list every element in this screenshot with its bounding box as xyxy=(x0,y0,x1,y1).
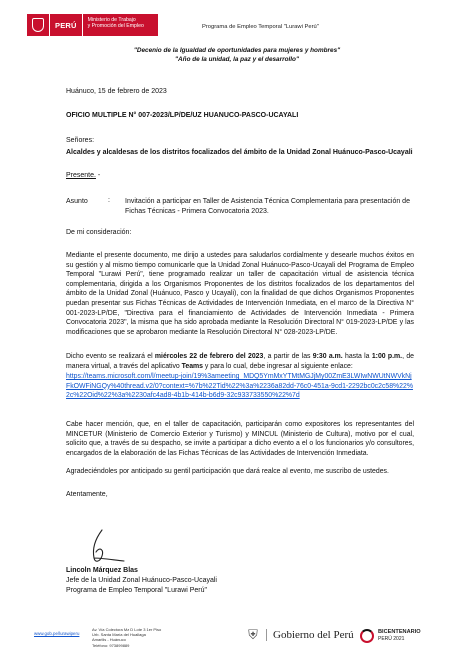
bicentenario-mark-icon xyxy=(360,629,374,643)
address-line4: Teléfono: 973899889 xyxy=(92,642,130,648)
ministry-line2: y Promoción del Empleo xyxy=(87,23,144,29)
signer-program: Programa de Empleo Temporal "Lurawi Perú" xyxy=(66,587,208,594)
handwritten-signature xyxy=(88,528,128,566)
signer-title: Jefe de la Unidad Zonal Huánuco-Pasco-Ucayali xyxy=(66,577,217,584)
event-date: miércoles 22 de febrero del 2023 xyxy=(154,353,264,360)
event-intro: Dicho evento se realizará el xyxy=(66,353,155,360)
consideration-line: De mi consideración: xyxy=(66,229,132,236)
coat-of-arms-icon: ⛨ xyxy=(248,627,258,642)
year-quote: "Año de la unidad, la paz y el desarrollo" xyxy=(175,56,299,63)
addressee: Alcaldes y alcaldesas de los distritos focalizados del ámbito de la Unidad Zonal Huánuco-Pasco-Ucayali xyxy=(66,149,413,156)
letter-reference: OFICIO MULTIPLE N° 007-2023/LP/DE/UZ HUANUCO-PASCO-UCAYALI xyxy=(66,112,299,119)
bicentenario-sub: PERÚ 2021 xyxy=(378,636,405,642)
website-link[interactable]: www.gob.pe/lurawiperu xyxy=(34,631,80,636)
bicentenario-label: BICENTENARIO xyxy=(378,629,421,636)
address-line1: Av. Vía Colectora Mz D Lote 3 1er Piso xyxy=(92,627,162,632)
ministry-logo xyxy=(27,14,158,36)
presente-dash: - xyxy=(95,172,101,179)
footer-address xyxy=(92,627,182,648)
address-line2: Urb. Santa María del Huallaga xyxy=(92,632,146,638)
paragraph-invitation: Mediante el presente documento, me dirijo a ustedes para saludarlos cordialmente y desearle muchos éxitos en su gestión y al mismo tiempo comunicarle que la Unidad Zonal Huánuco-Pasco-Ucayali del Programa de Empleo Temporal "Lurawi Perú", tiene programado realizar un taller de capacitación virtual de asistencia técnica complementaria, dirigida a los Organismos Proponentes de los distritos focalizados de los departamentos del ámbito de la Unidad Zonal (Huánuco, Pasco y Ucayali), con la finalidad de que dichos Organismos Proponentes puedan presentar sus Fichas Técnicas de Actividades de Intervención Inmediata, en el marco de la Directiva N° 001-2023-LP/DE, "Directiva para el financiamiento de Actividades de Intervención Inmediata - Primera Convocatoria 2023", la misma que ha sido aprobada mediante la Resolución Directoral N° 019-2023-LP/DE y las modificaciones que se aprobaron mediante la Resolución Directoral N° 028-2023-LP/DE. xyxy=(66,252,414,336)
decade-quote: "Decenio de la Igualdad de oportunidades para mujeres y hombres" xyxy=(133,47,341,54)
presente-line xyxy=(66,171,100,181)
closing: Atentamente, xyxy=(66,491,108,498)
gobierno-logo xyxy=(246,624,354,646)
place-date: Huánuco, 15 de febrero de 2023 xyxy=(66,88,167,95)
event-text-c: hasta la xyxy=(342,353,372,360)
program-name: Programa de Empleo Temporal "Lurawi Perú" xyxy=(202,24,319,30)
asunto-text: Invitación a participar en Taller de Asistencia Técnica Complementaria para presentación de Fichas Técnicas - Primera Convocatoria 2023. xyxy=(125,198,410,215)
event-text-b: , a partir de las xyxy=(263,353,313,360)
signer-name: Lincoln Márquez Blas xyxy=(66,567,138,574)
paragraph-thanks: Agradeciéndoles por anticipado su gentil participación que dará realce al evento, me suscribo de ustedes. xyxy=(66,468,389,475)
presente-label: Presente. xyxy=(66,172,96,179)
bicentenario-text xyxy=(378,629,421,643)
peru-label: PERÚ xyxy=(49,14,82,36)
bicentenario-logo xyxy=(360,629,421,643)
peru-shield-icon xyxy=(27,14,49,36)
event-start-time: 9:30 a.m. xyxy=(312,353,343,360)
event-app: Teams xyxy=(181,362,203,370)
asunto-label: Asunto xyxy=(66,198,88,205)
event-text-d: , de manera virtual, a través del aplicativo xyxy=(66,353,414,370)
salutation: Señores: xyxy=(66,137,95,144)
event-end-time: 1:00 p.m. xyxy=(371,353,403,360)
event-text-e: y para lo cual, debe ingresar al siguiente enlace: xyxy=(203,362,353,370)
paragraph-event-details xyxy=(66,352,414,371)
teams-meeting-link[interactable]: https://teams.microsoft.com/l/meetup-join/19%3ameeting_MDQ5YmMxYTMtMGJjMy00ZmE3LWIwNWUtNWVkNjFkOWFiNGQy%40thread.v2/0?context=%7b%22Tid%22%3a%2236a82dd-76c0-451a-9cd1-2292bc0c2c58%22%2c%22Oid%22%3a%2230afc4ad8-4b1b-414b-b6d9-32c933733550%22%7d xyxy=(66,373,413,400)
address-line3: Amarilis - Huánuco xyxy=(92,637,126,643)
paragraph-expositors: Cabe hacer mención, que, en el taller de capacitación, participarán como expositores los representantes del MINCETUR (Ministerio de Comercio Exterior y Turismo) y MINCUL (Ministerio de Cultura), motivo por el cual, solicito que, a través de su despacho, se invite a participar a dicho evento a el o los funcionarios y/o consultores, encargados de la elaboración de las Fichas Técnicas de las Actividades de Intervención Inmediata. xyxy=(66,421,414,457)
ministry-name xyxy=(82,14,158,36)
asunto-colon: : xyxy=(108,197,110,204)
meeting-link[interactable] xyxy=(66,372,414,401)
ministry-line1: Ministerio de Trabajo xyxy=(87,17,136,23)
government-label: Gobierno del Perú xyxy=(266,629,354,641)
